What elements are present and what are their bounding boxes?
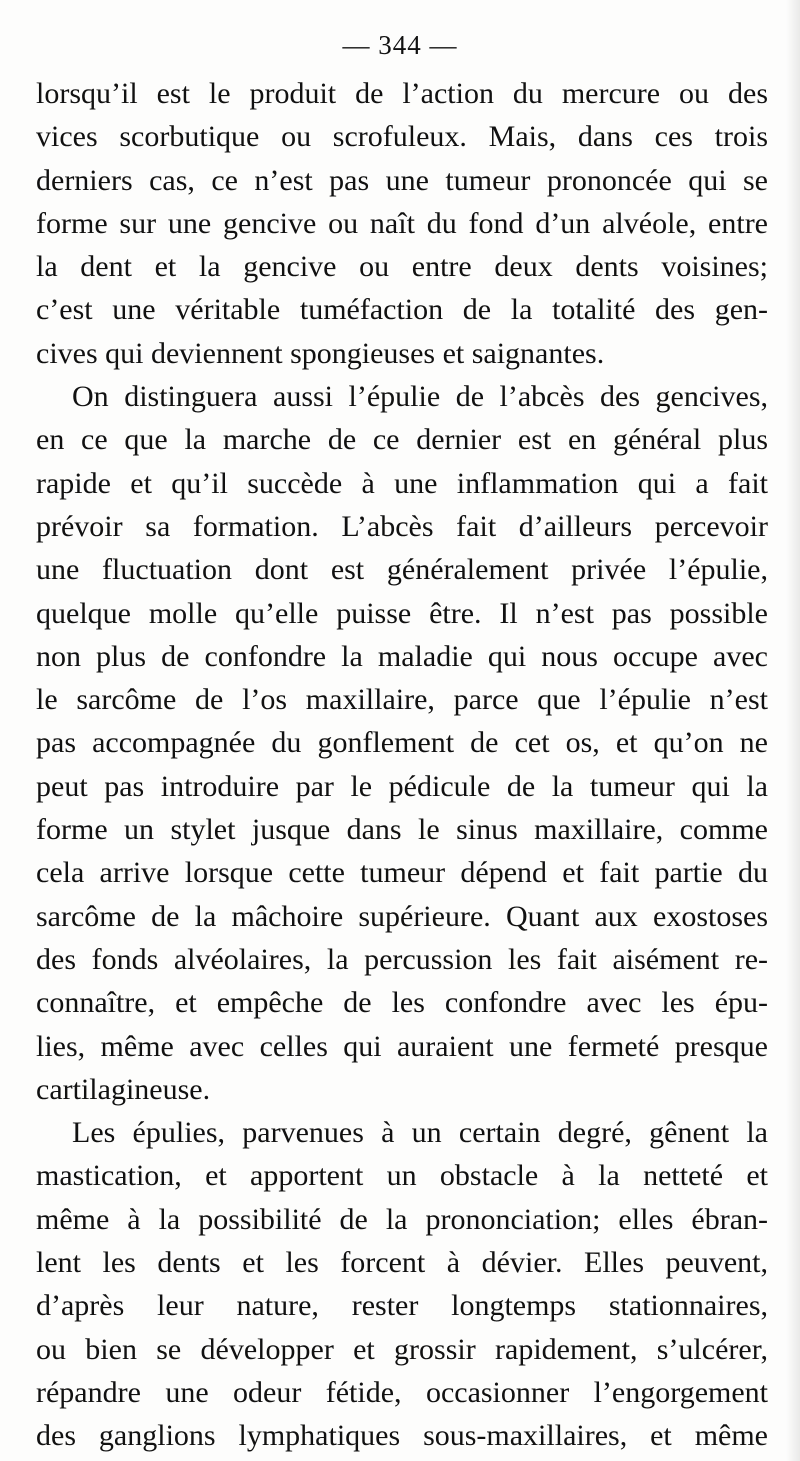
- text-line: même à la possibilité de la prononciation; elles ébran-: [36, 1202, 768, 1236]
- text-line: c’est une véritable tuméfaction de la totalité des gen-: [36, 293, 768, 327]
- text-line: des ganglions lymphatiques sous-maxillaires, et même: [36, 1419, 768, 1453]
- text-line: une fluctuation dont est généralement privée l’épulie,: [36, 553, 768, 587]
- text-line: la dent et la gencive ou entre deux dents voisines;: [36, 250, 768, 284]
- text-line: forme sur une gencive ou naît du fond d’un alvéole, entre: [36, 206, 768, 240]
- text-line: cela arrive lorsque cette tumeur dépend et fait partie du: [36, 856, 768, 890]
- paragraph-first-line: Les épulies, parvenues à un certain degré, gênent la: [72, 1116, 768, 1150]
- text-line: cartilagineuse.: [36, 1072, 211, 1106]
- text-line: connaître, et empêche de les confondre avec les épu-: [36, 986, 768, 1020]
- text-line: cives qui deviennent spongieuses et saignantes.: [36, 336, 605, 370]
- text-line: non plus de confondre la maladie qui nous occupe avec: [36, 639, 768, 673]
- text-line: lorsqu’il est le produit de l’action du mercure ou des: [36, 77, 768, 110]
- text-line: quelque molle qu’elle puisse être. Il n’est pas possible: [36, 596, 768, 630]
- text-line: ou bien se développer et grossir rapidement, s’ulcérer,: [36, 1332, 768, 1366]
- text-line: forme un stylet jusque dans le sinus maxillaire, comme: [36, 813, 768, 847]
- text-line: le sarcôme de l’os maxillaire, parce que l’épulie n’est: [36, 683, 768, 717]
- text-line: d’après leur nature, rester longtemps stationnaires,: [36, 1289, 768, 1323]
- text-line: sarcôme de la mâchoire supérieure. Quant aux exostoses: [36, 899, 768, 933]
- text-line: peut pas introduire par le pédicule de la tumeur qui la: [36, 769, 768, 803]
- text-line: lies, même avec celles qui auraient une fermeté presque: [36, 1029, 768, 1063]
- page-edge-shadow: [786, 0, 800, 1461]
- text-line: prévoir sa formation. L’abcès fait d’ailleurs percevoir: [36, 509, 768, 543]
- page-body-text: [36, 72, 768, 1458]
- text-line: rapide et qu’il succède à une inflammation qui a fait: [36, 466, 768, 500]
- text-line: mastication, et apportent un obstacle à la netteté et: [36, 1159, 768, 1193]
- text-line: répandre une odeur fétide, occasionner l’engorgement: [36, 1375, 768, 1409]
- text-line: pas accompagnée du gonflement de cet os, et qu’on ne: [36, 726, 768, 760]
- text-line: lent les dents et les forcent à dévier. Elles peuvent,: [36, 1246, 768, 1280]
- text-line: en ce que la marche de ce dernier est en général plus: [36, 423, 768, 457]
- text-line: derniers cas, ce n’est pas une tumeur prononcée qui se: [36, 163, 768, 197]
- text-line: des fonds alvéolaires, la percussion les fait aisément re-: [36, 942, 768, 976]
- text-line: vices scorbutique ou scrofuleux. Mais, dans ces trois: [36, 120, 768, 154]
- page-number: — 344 —: [342, 30, 458, 60]
- paragraph-first-line: On distinguera aussi l’épulie de l’abcès des gencives,: [72, 380, 768, 414]
